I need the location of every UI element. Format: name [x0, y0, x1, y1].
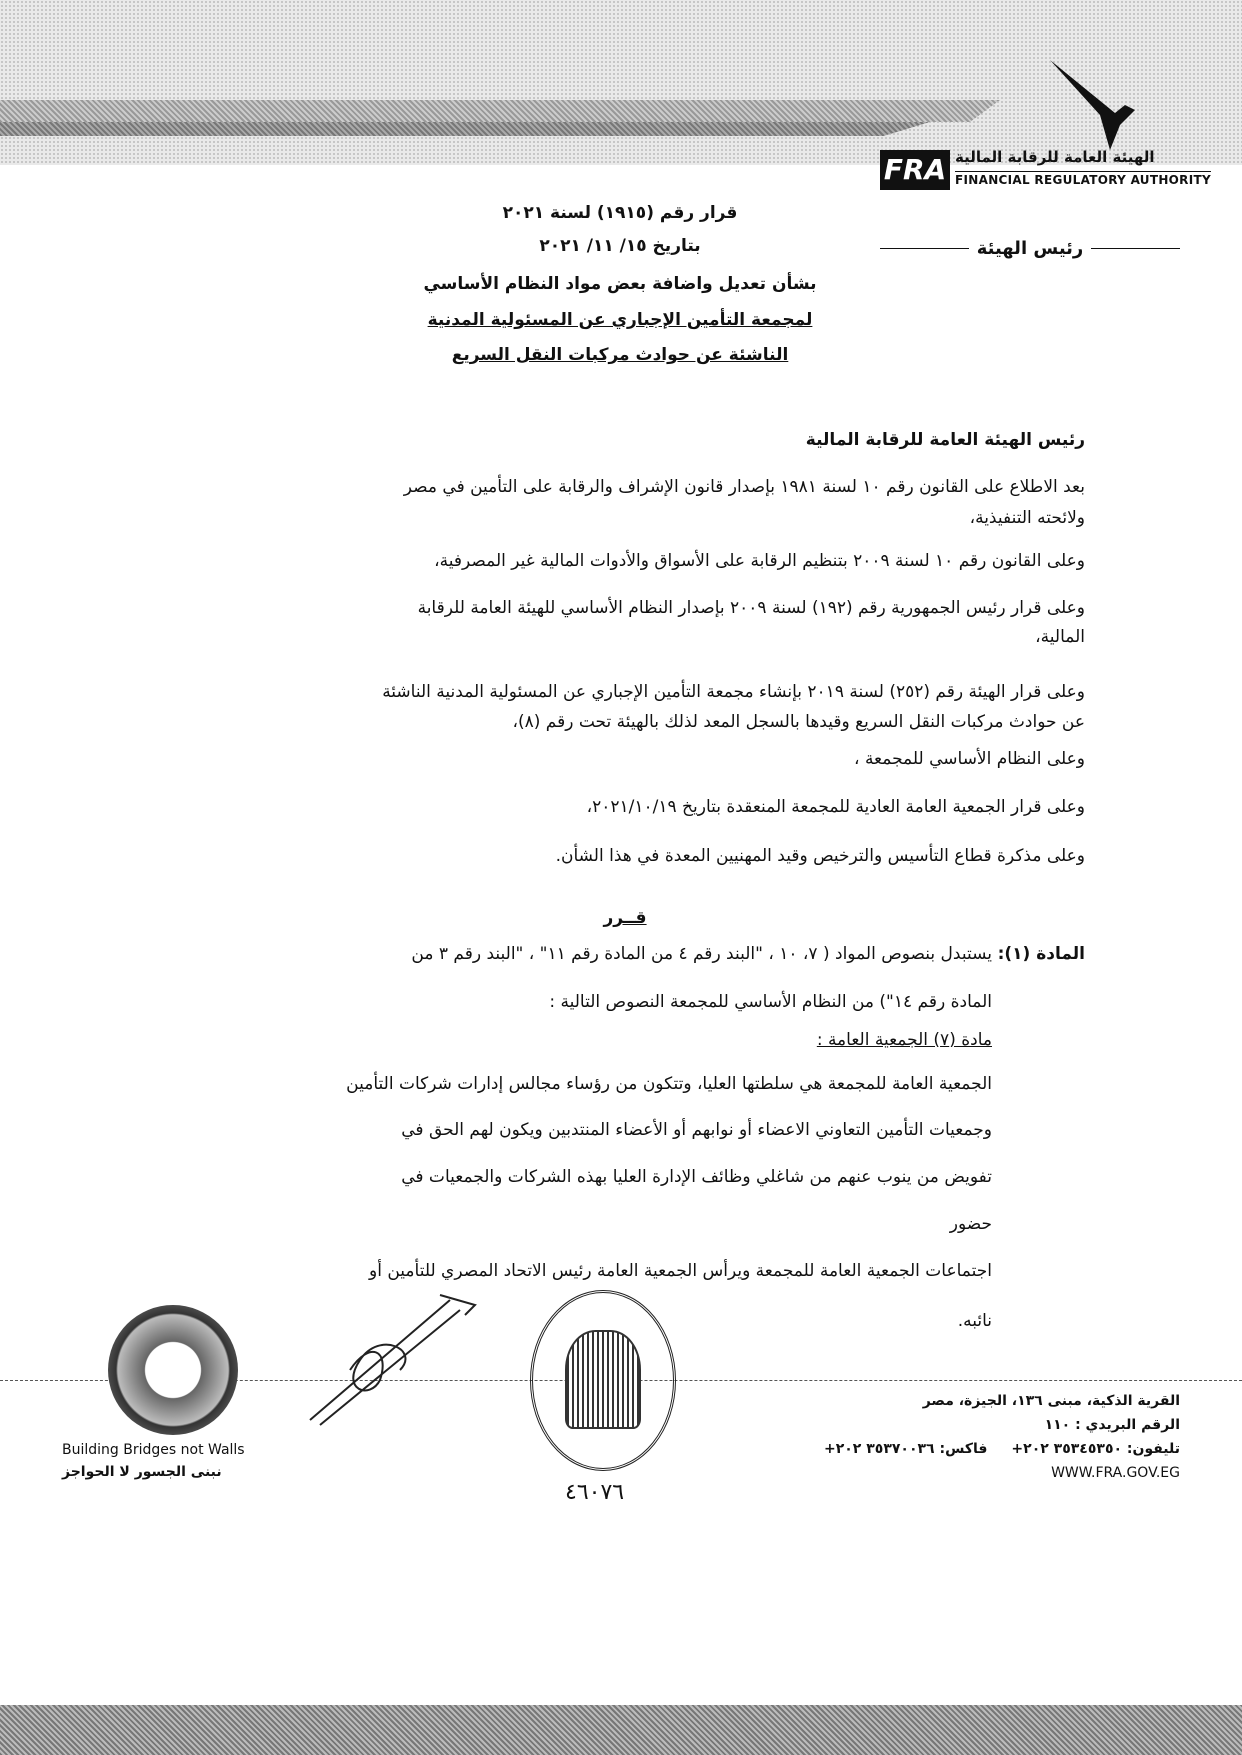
eagle-emblem-icon	[565, 1330, 641, 1429]
letterhead-stripe	[0, 122, 930, 136]
article7-heading: مادة (٧) الجمعية العامة :	[816, 1030, 992, 1050]
preamble-line: وعلى قرار رئيس الجمهورية رقم (١٩٢) لسنة ٢٠٠٩ بإصدار النظام الأساسي للهيئة العامة للرقابة	[417, 598, 1085, 618]
article-line: المادة رقم ١٤") من النظام الأساسي للمجمعة النصوص التالية :	[549, 992, 992, 1012]
article-line: وجمعيات التأمين التعاوني الاعضاء أو نوابهم أو الأعضاء المنتدبين ويكون لهم الحق في	[401, 1120, 992, 1140]
preamble-line: وعلى قرار الجمعية العامة العادية للمجمعة المنعقدة بتاريخ ٢٠٢١/١٠/١٩،	[586, 797, 1085, 817]
footer-phone: تليفون: ٣٥٣٤٥٣٥٠ ٢٠٢+	[1011, 1441, 1180, 1457]
footer-stripe	[0, 1705, 1242, 1755]
decides-heading: قــرر	[603, 908, 647, 928]
office-title: رئيس الهيئة	[976, 238, 1084, 259]
footer-contact	[824, 1441, 1180, 1457]
article-line: نائبه.	[957, 1311, 992, 1331]
preamble-line: وعلى مذكرة قطاع التأسيس والترخيص وقيد المهنيين المعدة في هذا الشأن.	[555, 846, 1085, 866]
slogan-en: Building Bridges not Walls	[62, 1442, 245, 1458]
stamp-number: ٤٦٠٧٦	[565, 1480, 625, 1505]
article-line: حضور	[949, 1214, 992, 1234]
decree-date: بتاريخ ١٥/ ١١/ ٢٠٢١	[539, 236, 701, 256]
decree-subject: بشأن تعديل واضافة بعض مواد النظام الأساسي	[423, 274, 817, 294]
decree-number: قرار رقم (١٩١٥) لسنة ٢٠٢١	[502, 203, 738, 223]
preamble-line: بعد الاطلاع على القانون رقم ١٠ لسنة ١٩٨١ بإصدار قانون الإشراف والرقابة على التأمين في مصر	[403, 477, 1085, 497]
article-line: تفويض من ينوب عنهم من شاغلي وظائف الإدارة العليا بهذه الشركات والجمعيات في	[401, 1167, 992, 1187]
slogan-ar: نبنى الجسور لا الحواجز	[62, 1464, 222, 1480]
office-heading	[880, 238, 1180, 259]
signature	[280, 1290, 530, 1430]
fra-logo: FRA	[880, 150, 950, 190]
article-line: الجمعية العامة للمجمعة هي سلطتها العليا، وتتكون من رؤساء مجالس إدارات شركات التأمين	[346, 1074, 992, 1094]
article1-label: المادة (١):	[997, 944, 1085, 964]
preamble-line: وعلى القانون رقم ١٠ لسنة ٢٠٠٩ بتنظيم الرقابة على الأسواق والأدوات المالية غير المصرفية،	[434, 551, 1085, 571]
article-line: يستبدل بنصوص المواد ( ٧، ١٠ ، "البند رقم ٤ من المادة رقم ١١" ، "البند رقم ٣ من	[411, 944, 992, 964]
footer-address: القرية الذكية، مبنى ١٣٦، الجيزة، مصر	[922, 1393, 1180, 1409]
preamble-line: وعلى النظام الأساسي للمجمعة ،	[854, 749, 1085, 769]
org-name-ar: الهيئة العامة للرقابة المالية	[955, 148, 1155, 166]
decree-subject: لمجمعة التأمين الإجباري عن المسئولية المدنية	[427, 310, 813, 330]
letterhead-stripe	[0, 100, 1000, 122]
issuer: رئيس الهيئة العامة للرقابة المالية	[805, 430, 1085, 450]
egypt-emblem-seal	[108, 1305, 238, 1435]
decree-subject: الناشئة عن حوادث مركبات النقل السريع	[451, 345, 789, 365]
preamble-line: وعلى قرار الهيئة رقم (٢٥٢) لسنة ٢٠١٩ بإنشاء مجمعة التأمين الإجباري عن المسئولية المدنية الناشئة	[382, 682, 1085, 702]
preamble-line: ولائحته التنفيذية،	[969, 508, 1085, 528]
preamble-line: عن حوادث مركبات النقل السريع وقيدها بالسجل المعد لذلك بالهيئة تحت رقم (٨)،	[512, 712, 1085, 732]
org-name-en: FINANCIAL REGULATORY AUTHORITY	[955, 173, 1211, 187]
footer-website[interactable]: WWW.FRA.GOV.EG	[1051, 1465, 1180, 1481]
preamble-line: المالية،	[1035, 627, 1085, 647]
article-line: اجتماعات الجمعية العامة للمجمعة ويرأس الجمعية العامة رئيس الاتحاد المصري للتأمين أو	[369, 1261, 992, 1281]
footer-fax: فاكس: ٣٥٣٧٠٠٣٦ ٢٠٢+	[823, 1441, 988, 1457]
footer-postal: الرقم البريدي : ١١٠	[1044, 1417, 1180, 1433]
